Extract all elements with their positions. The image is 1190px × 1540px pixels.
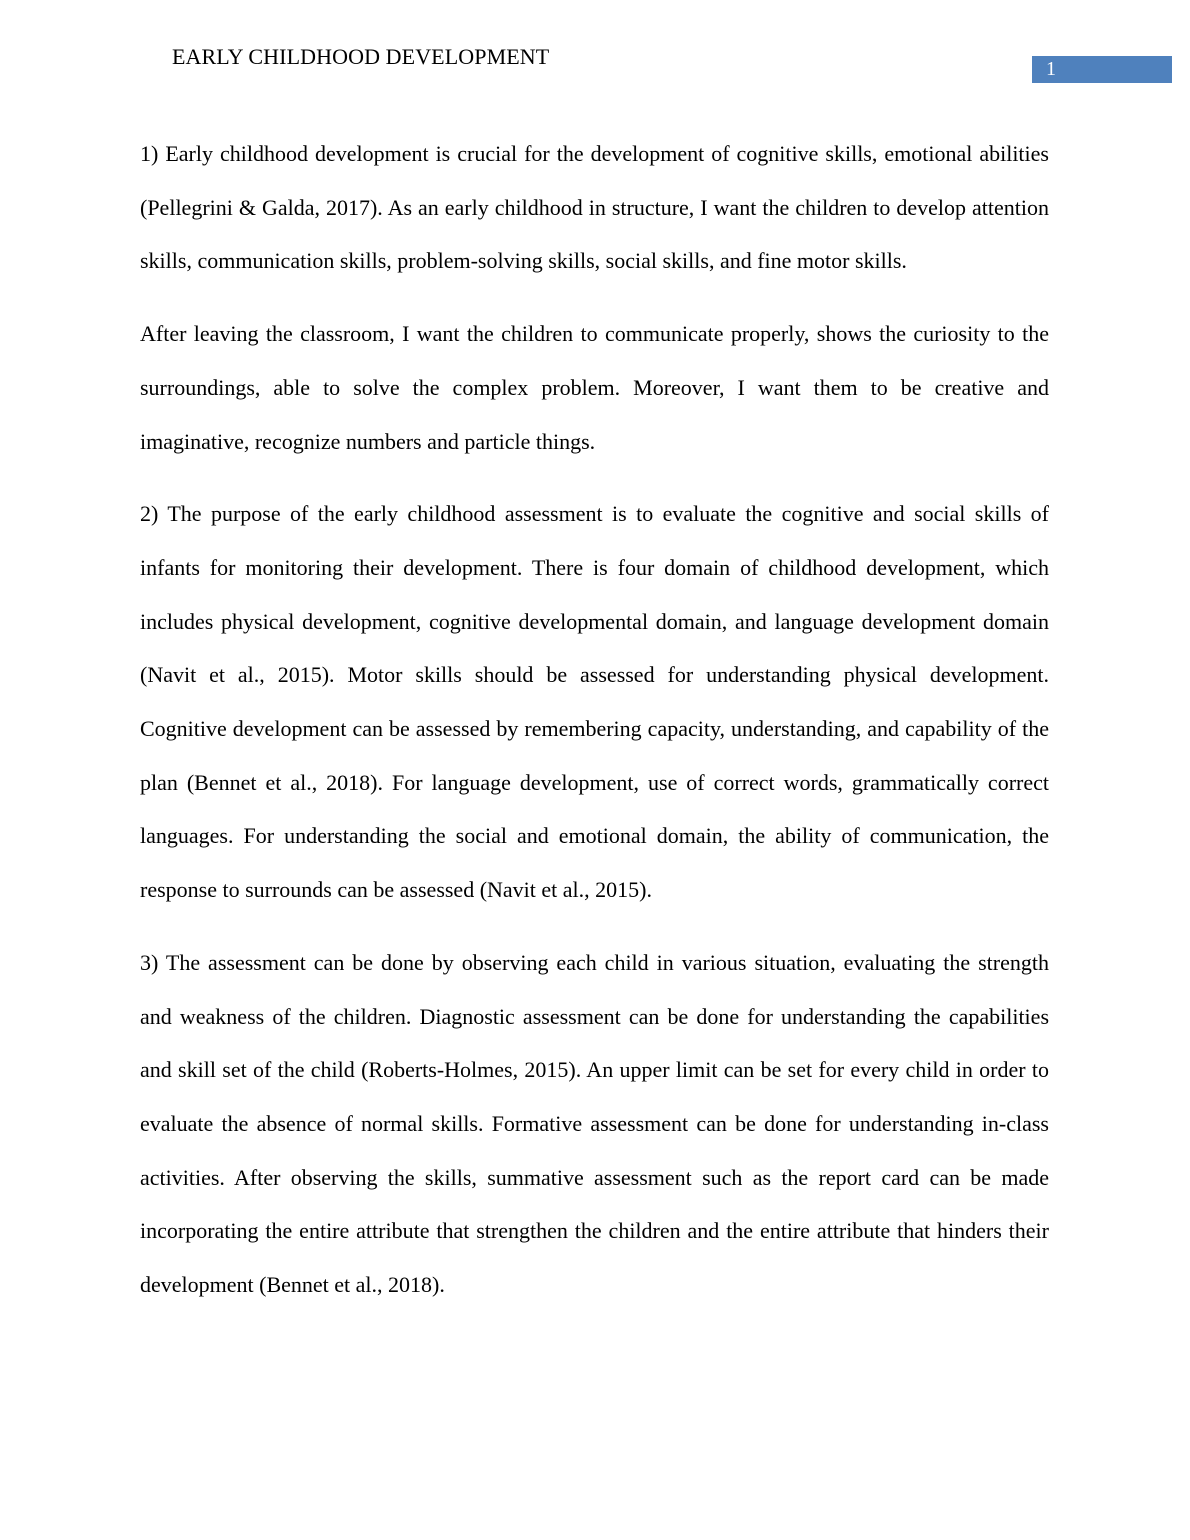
paragraph-1: 1) Early childhood development is crucial for the development of cognitive skills, emotional abilities (Pellegrini & Galda, 2017). As an early childhood in structure, I want the children to develop attention skills, communication skills, problem-solving skills, social skills, and fine motor skills.	[140, 141, 1049, 274]
paragraph-3: 2) The purpose of the early childhood assessment is to evaluate the cognitive and social skills of infants for monitoring their development. There is four domain of childhood development, which includes physical development, cognitive developmental domain, and language development domain (Navit et al., 2015). Motor skills should be assessed for understanding physical development. Cognitive development can be assessed by remembering capacity, understanding, and capability of the plan (Bennet et al., 2018). For language development, use of correct words, grammatically correct languages. For understanding the social and emotional domain, the ability of communication, the response to surrounds can be assessed (Navit et al., 2015).	[140, 501, 1049, 903]
paragraph-4: 3) The assessment can be done by observing each child in various situation, evaluating the strength and weakness of the children. Diagnostic assessment can be done for understanding the capabilities and skill set of the child (Roberts-Holmes, 2015). An upper limit can be set for every child in order to evaluate the absence of normal skills. Formative assessment can be done for understanding in-class activities. After observing the skills, summative assessment such as the report card can be made incorporating the entire attribute that strengthen the children and the entire attribute that hinders their development (Bennet et al., 2018).	[140, 949, 1049, 1298]
running-head: EARLY CHILDHOOD DEVELOPMENT	[172, 44, 550, 69]
body-text	[140, 127, 1049, 1312]
page-number: 1	[1046, 58, 1056, 80]
paragraph-2: After leaving the classroom, I want the children to communicate properly, shows the curiosity to the surroundings, able to solve the complex problem. Moreover, I want them to be creative and imaginative, recognize numbers and particle things.	[140, 321, 1049, 454]
page-number-box	[1032, 56, 1172, 83]
